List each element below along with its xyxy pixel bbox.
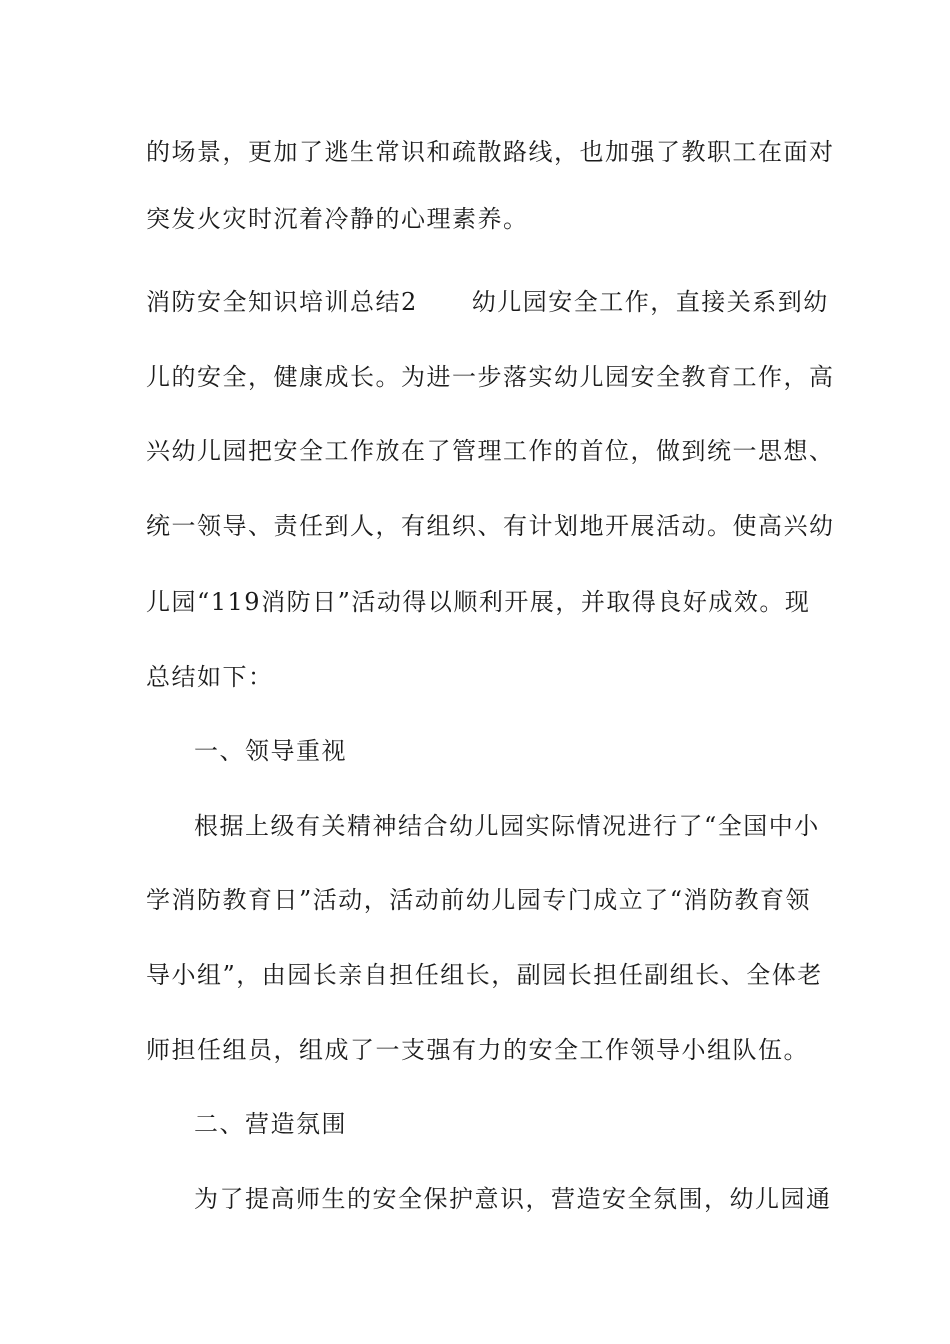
paragraph-line: 为了提高师生的安全保护意识，营造安全氛围，幼儿园通 [194,1185,832,1213]
paragraph-line: 总结如下： [146,663,274,691]
paragraph-line: 根据上级有关精神结合幼儿园实际情况进行了“全国中小 [194,812,820,840]
paragraph-line: 师担任组员，组成了一支强有力的安全工作领导小组队伍。 [146,1036,809,1064]
paragraph-line: 兴幼儿园把安全工作放在了管理工作的首位，做到统一思想、 [146,437,835,465]
paragraph-line: 儿的安全，健康成长。为进一步落实幼儿园安全教育工作，高 [146,363,835,391]
section-heading: 一、领导重视 [194,737,347,765]
section-title: 消防安全知识培训总结2 [146,288,418,316]
paragraph-line: 突发火灾时沉着冷静的心理素养。 [146,205,529,233]
paragraph-text: 幼儿园安全工作，直接关系到幼 [471,288,829,316]
paragraph-line: 的场景，更加了逃生常识和疏散路线，也加强了教职工在面对 [146,138,835,166]
section-title-line [146,282,829,322]
paragraph-line: 学消防教育日”活动，活动前幼儿园专门成立了“消防教育领 [146,886,812,914]
paragraph-line: 儿园“119消防日”活动得以顺利开展，并取得良好成效。现 [146,588,811,616]
paragraph-line: 统一领导、责任到人，有组织、有计划地开展活动。使高兴幼 [146,512,835,540]
paragraph-line: 导小组”，由园长亲自担任组长，副园长担任副组长、全体老 [146,961,823,989]
section-heading: 二、营造氛围 [194,1110,347,1138]
